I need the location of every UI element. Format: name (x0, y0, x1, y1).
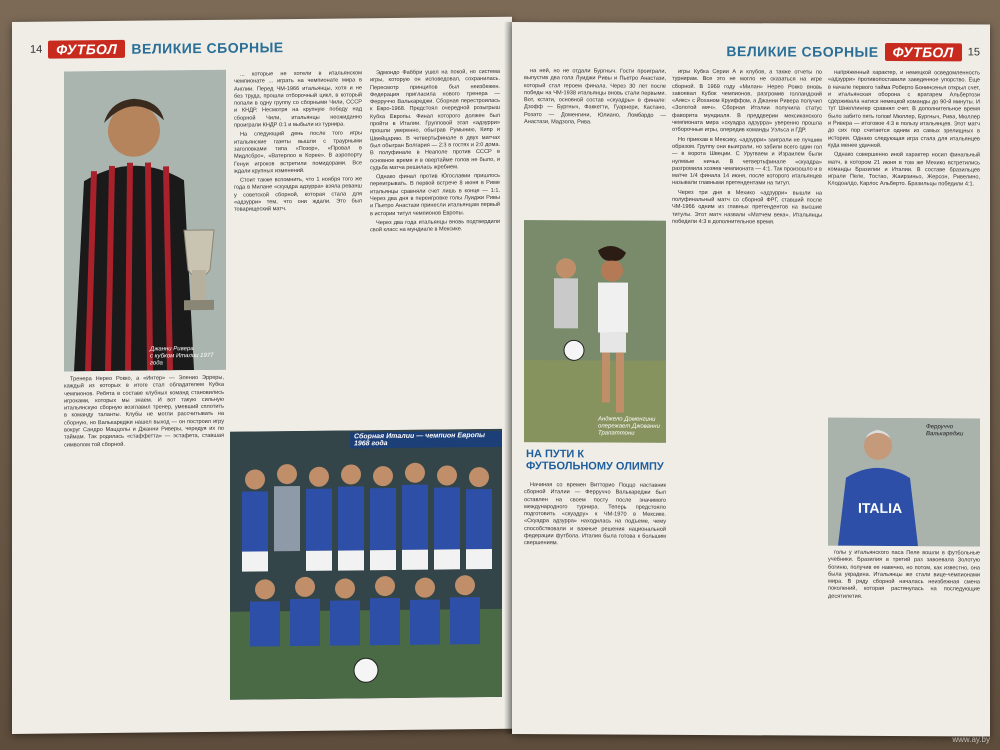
left-page (12, 17, 512, 734)
left-page-header (30, 37, 284, 60)
right-column-c-bottom (828, 550, 980, 721)
svg-text:ITALIA: ITALIA (858, 499, 903, 517)
valcareggi-caption-line2: Валькареджи (926, 431, 964, 438)
domenghini-photo-illustration (524, 220, 666, 443)
left-col-a-para-3: Стоит также вспомнить, что 1 ноября того же года в Милане «скуадра адзурра» взяла реванш у советской сборной, которая стала для «адзурри» тем, что они ждали. Это был товарищеский матч. (234, 176, 362, 214)
right-column-a-bottom (524, 482, 666, 718)
right-column-a-top (524, 68, 666, 219)
right-col-b-para-2: Но приехав в Мексику, «адзурри» заиграли не лучшим образом. Группу они выиграли, но забили всего один гол — в ворота Швеции. С Уругваем и Израилем были нулевые ничьи. В четвертьфинале «скуадра» разгромила хозяев чемпионата — 4:1. Так произошло и в матче 1/4 финала 14 июня, после которого итальянцев называли главными претендентами на титул. (672, 136, 822, 187)
right-col-c-para-1: напряженный характер, и немецкой осведомленность «адзурри» противопоставили заведенное упорство. Еще в начале первого тайма Роберто Бонинсенья открыл счет, и итальянская оборона с вратарем Альбертози сдерживала натиск немецкой команды до 90-й минуты. И тут Шнеллингер сравнял счет. В дополнительное время было забито пять голов! Мюллер, Бургныч, Рива, Мюллер и Ривера — итоговое 4:3 в пользу итальянцев. Этот матч до сих пор считается одним из самых зрелищных в истории. Однако следующая игра стала для итальянцев куда менее удачной. (828, 69, 980, 149)
left-rubric-title: ВЕЛИКИЕ СБОРНЫЕ (131, 39, 284, 57)
domenghini-photo (524, 220, 666, 443)
left-col-b-para-2: Однако финал против Югославии пришлось переигрывать. В первой встрече 8 июня в Риме итальянцы сравняли счет лишь в конце — 1:1. Через два дня в переигровке голы Луиджи Ривы и Пьетро Анастази принесли итальянцам первый в истории титул чемпионов Европы. (370, 173, 500, 217)
rivera-photo-illustration (64, 70, 226, 372)
italy-1968-team-photo (230, 429, 502, 700)
right-col-a-para-2: Начиная со времен Витторио Поццо наставник сборной Италии — Ферруччо Валькареджи был оставлен на своем посту после значимого международного турнира. Теперь предстояло подготовить «скуадру» к ЧМ-1970 в Мексике. «Скуадра адзурра» находилась на подъеме, чему способствовали и важные решения национальной федерации футбола. Италия была готова к большим свершениям. (524, 482, 666, 547)
rivera-photo-caption (150, 346, 226, 368)
right-page-header (726, 41, 980, 62)
valcareggi-caption (926, 424, 963, 438)
left-col-a-para-2: На следующий день после того игры итальянские газеты вышли с траурными заголовками типа «Позор», «Провал в Мидлсбро», «Ватерлоо в Корее». В аэропорту Генуи игроков встретили помидорами. Все ждали крупных изменений. (234, 130, 362, 175)
right-col-b-para-1: игры Кубка Серии А и клубов, а также отчеты по турнирам. Все это не могло не сказаться на игре сборной. В 1969 году «Милан» Нерео Рокко вновь завоевал Кубок чемпионов, разгромив голландский «Аякс» с Йоханом Круиффом, а Джанни Ривера получил «Золотой мяч». Сборная Италии получила статус фаворита мундиаля. В преддверии мексиканского чемпионата мира «скуадра адзурра» уверенно прошла отборочные игры, опередив команды Уэльса и ГДР. (672, 68, 822, 134)
left-column-bottom (64, 375, 224, 717)
left-column-b (370, 69, 500, 415)
left-col-b-para-3: Через два года итальянцы вновь подтвердили свой класс на мундиале в Мексике. (370, 218, 500, 234)
right-page (512, 22, 990, 737)
rivera-photo (64, 70, 226, 372)
right-col-c-para-3: голы у итальянского паса Пеле вошли в футбольные учебники. Бразилия в третий раз завоевала Золотую богиню, получив ее навечно, но потом, как известно, она была украдена. Итальянцы же стали вице-чемпионами мира. В ряду сборной началась неизбежная смена поколений, которая растянулась на последующие десятилетия. (828, 549, 980, 600)
left-col-bottom-para-1: Тренера Нерео Рокко, а «Интер» — Эленио Эрреры, каждый из которых в итоге стал обладателем Кубка чемпионов. Ребята в составе клубных команд становились игроками, которых мы знаем. И вот такую сильную итальянскую сборную возглавил тренер, умевший сплотить в команду таланты. Клубы не могли рассчитывать на сборную, но Валькареджи нашел выход — он построил игру вокруг Сандро Маццолы и Джанни Риверы, чередуя их по таймам. Так родилась «стаффетта» — эстафета, ставшая символом той сборной. (64, 374, 224, 449)
right-rubric-title: ВЕЛИКИЕ СБОРНЫЕ (726, 43, 879, 60)
left-column-a (234, 70, 362, 416)
section-headline: НА ПУТИ К ФУТБОЛЬНОМУ ОЛИМПУ (526, 448, 664, 473)
rivera-caption-line1: Джанни Ривера (150, 346, 194, 353)
site-watermark: www.ay.by (952, 735, 990, 744)
domenghini-caption-line2: опережает Джованни Трапаттони (598, 423, 660, 437)
right-col-c-para-2: Однако совершенно иной характер носил финальный матч, в котором 21 июня в том же Мехико встретились команды Бразилии и Италии. В составе бразильцев играли Пеле, Тостао, Жаирзиньо, Жерсон, Ривелино, Клодоалдо, Карлос Альберто. Бразильцы победили 4:1. (828, 151, 980, 188)
right-column-c (828, 70, 980, 416)
magazine-spread (12, 22, 990, 734)
left-page-number: 14 (30, 43, 43, 56)
valcareggi-caption-line1: Ферруччо (926, 424, 954, 431)
domenghini-caption (598, 416, 666, 437)
right-page-number: 15 (967, 46, 980, 59)
right-col-a-para-1: на ней, но не отдали Бургныч. Гости проиграли, выпустив два гола Луиджи Ривы и Пьетро Анастази, который стал героем финала. Через 30 лет после победы на ЧМ-1938 итальянцы вновь стали первыми. Вот, кстати, основной состав «скуадры» в финале: Дзофф — Бургныч, Факкетти, Гуарнери, Кастано, Розато — Доменгини, Юлиано, Ломбардо — Анастази, Мадзола, Рива. (524, 68, 666, 126)
rivera-caption-line2: с кубком Италии 1977 года (150, 352, 214, 367)
right-column-b (672, 69, 822, 720)
valcareggi-photo (828, 418, 980, 547)
domenghini-caption-line1: Анджело Доменгини (598, 416, 656, 423)
right-col-b-para-3: Через три дня в Мехико «адзурри» вышли на полуфинальный матч со сборной ФРГ, ставший после ЧМ-1966 одним из главных претендентов на высшие титулы. Этот матч назвали «Матчем века». Итальянцы победили 4:3 в дополнительное время. (672, 189, 822, 226)
left-col-a-para-1: ... которые не хотели в итальянском чемпионате ... играть на чемпионате мира в Англии. Перед ЧМ-1966 итальянцы, хотя и не без труда, прошли отборочный цикл, в который попали в одну группу со сборными Чили, СССР и КНДР. Несмотря на крупную победу над сборной Чили, итальянцы неожиданно проиграли КНДР 0:1 и выбыли из турнира. (234, 70, 362, 129)
team-photo-caption: Сборная Италии — чемпион Европы 1968 года (350, 431, 502, 449)
team-photo-illustration (230, 429, 502, 700)
left-magazine-logo: ФУТБОЛ (48, 40, 125, 59)
left-col-b-para-1: Эдмондо Фаббри ушел на покой, но система игры, которую он исповедовал, сохранилась. Пересмотр принципов был неизбежен. Федерация пригласила нового тренера — Ферруччо Валькареджи. Сборная перестроилась к Евро-1968. Предстоял очередной розыгрыш Кубка Европы. Финал которого должен был пройти в Италии. Групповой этап «адзурри» прошли уверенно, обыграв Румынию, Кипр и Швейцарию. В четвертьфинале в двух матчах был обыгран Болгария — 2:3 в гостях и 2:0 дома. В полуфинале в Неаполе против СССР в основное время и в овертайме голов не было, и судьба матча решилась жребием. (370, 68, 500, 172)
right-magazine-logo: ФУТБОЛ (885, 43, 962, 61)
